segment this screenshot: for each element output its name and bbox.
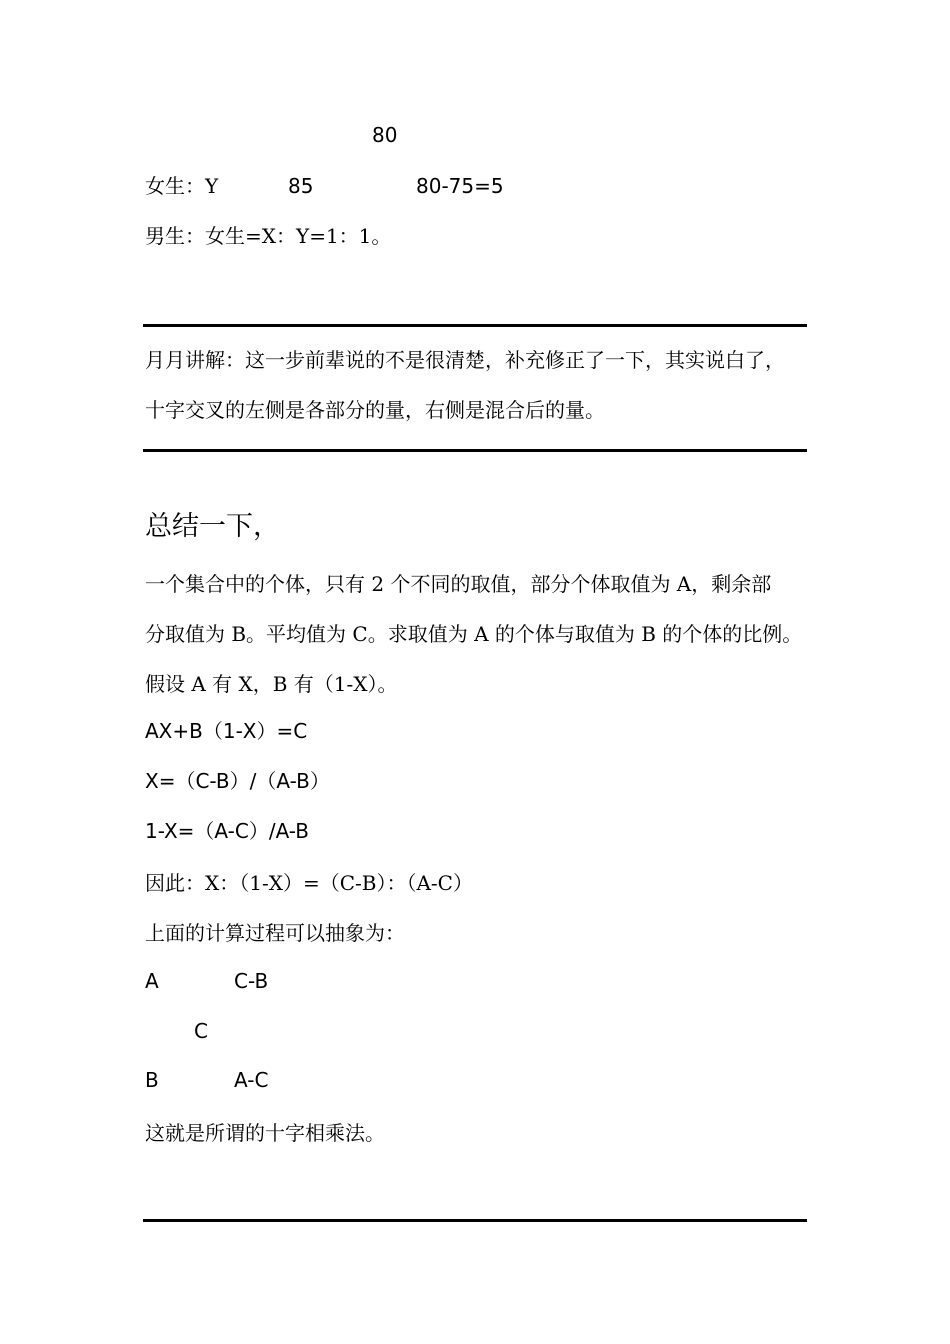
summary-paragraph-line-2: 分取值为 B。平均值为 C。求取值为 A 的个体与取值为 B 的个体的比例。 xyxy=(145,622,803,646)
bottom-rule xyxy=(143,1219,807,1222)
cross-top-right: C-B xyxy=(234,969,269,993)
female-label: 女生：Y xyxy=(145,174,219,198)
note-line-2: 十字交叉的左侧是各部分的量，右侧是混合后的量。 xyxy=(145,398,605,422)
cross-top-left: A xyxy=(145,969,159,993)
summary-heading: 总结一下， xyxy=(145,511,280,542)
assumption-line: 假设 A 有 X，B 有（1-X）。 xyxy=(145,672,398,696)
ratio-line: 男生：女生=X：Y=1：1。 xyxy=(145,224,392,248)
cross-center: C xyxy=(194,1019,208,1043)
note-line-1: 月月讲解：这一步前辈说的不是很清楚，补充修正了一下，其实说白了， xyxy=(145,348,785,372)
cross-bottom-left: B xyxy=(145,1068,159,1092)
equation-2: X=（C-B）/（A-B） xyxy=(145,769,330,793)
equation-1: AX+B（1-X）=C xyxy=(145,719,308,743)
female-difference: 80-75=5 xyxy=(416,174,504,198)
female-value: 85 xyxy=(288,174,314,198)
conclusion-line: 因此：X：（1-X）=（C-B）：（A-C） xyxy=(145,871,473,895)
equation-3: 1-X=（A-C）/A-B xyxy=(145,819,310,843)
summary-paragraph-line-1: 一个集合中的个体，只有 2 个不同的取值，部分个体取值为 A，剩余部 xyxy=(145,572,772,596)
closing-line: 这就是所谓的十字相乘法。 xyxy=(145,1121,385,1145)
note-top-rule xyxy=(143,324,807,327)
table-value-80: 80 xyxy=(372,123,398,147)
abstract-intro: 上面的计算过程可以抽象为： xyxy=(145,921,405,945)
cross-bottom-right: A-C xyxy=(234,1068,269,1092)
note-bottom-rule xyxy=(143,449,807,452)
